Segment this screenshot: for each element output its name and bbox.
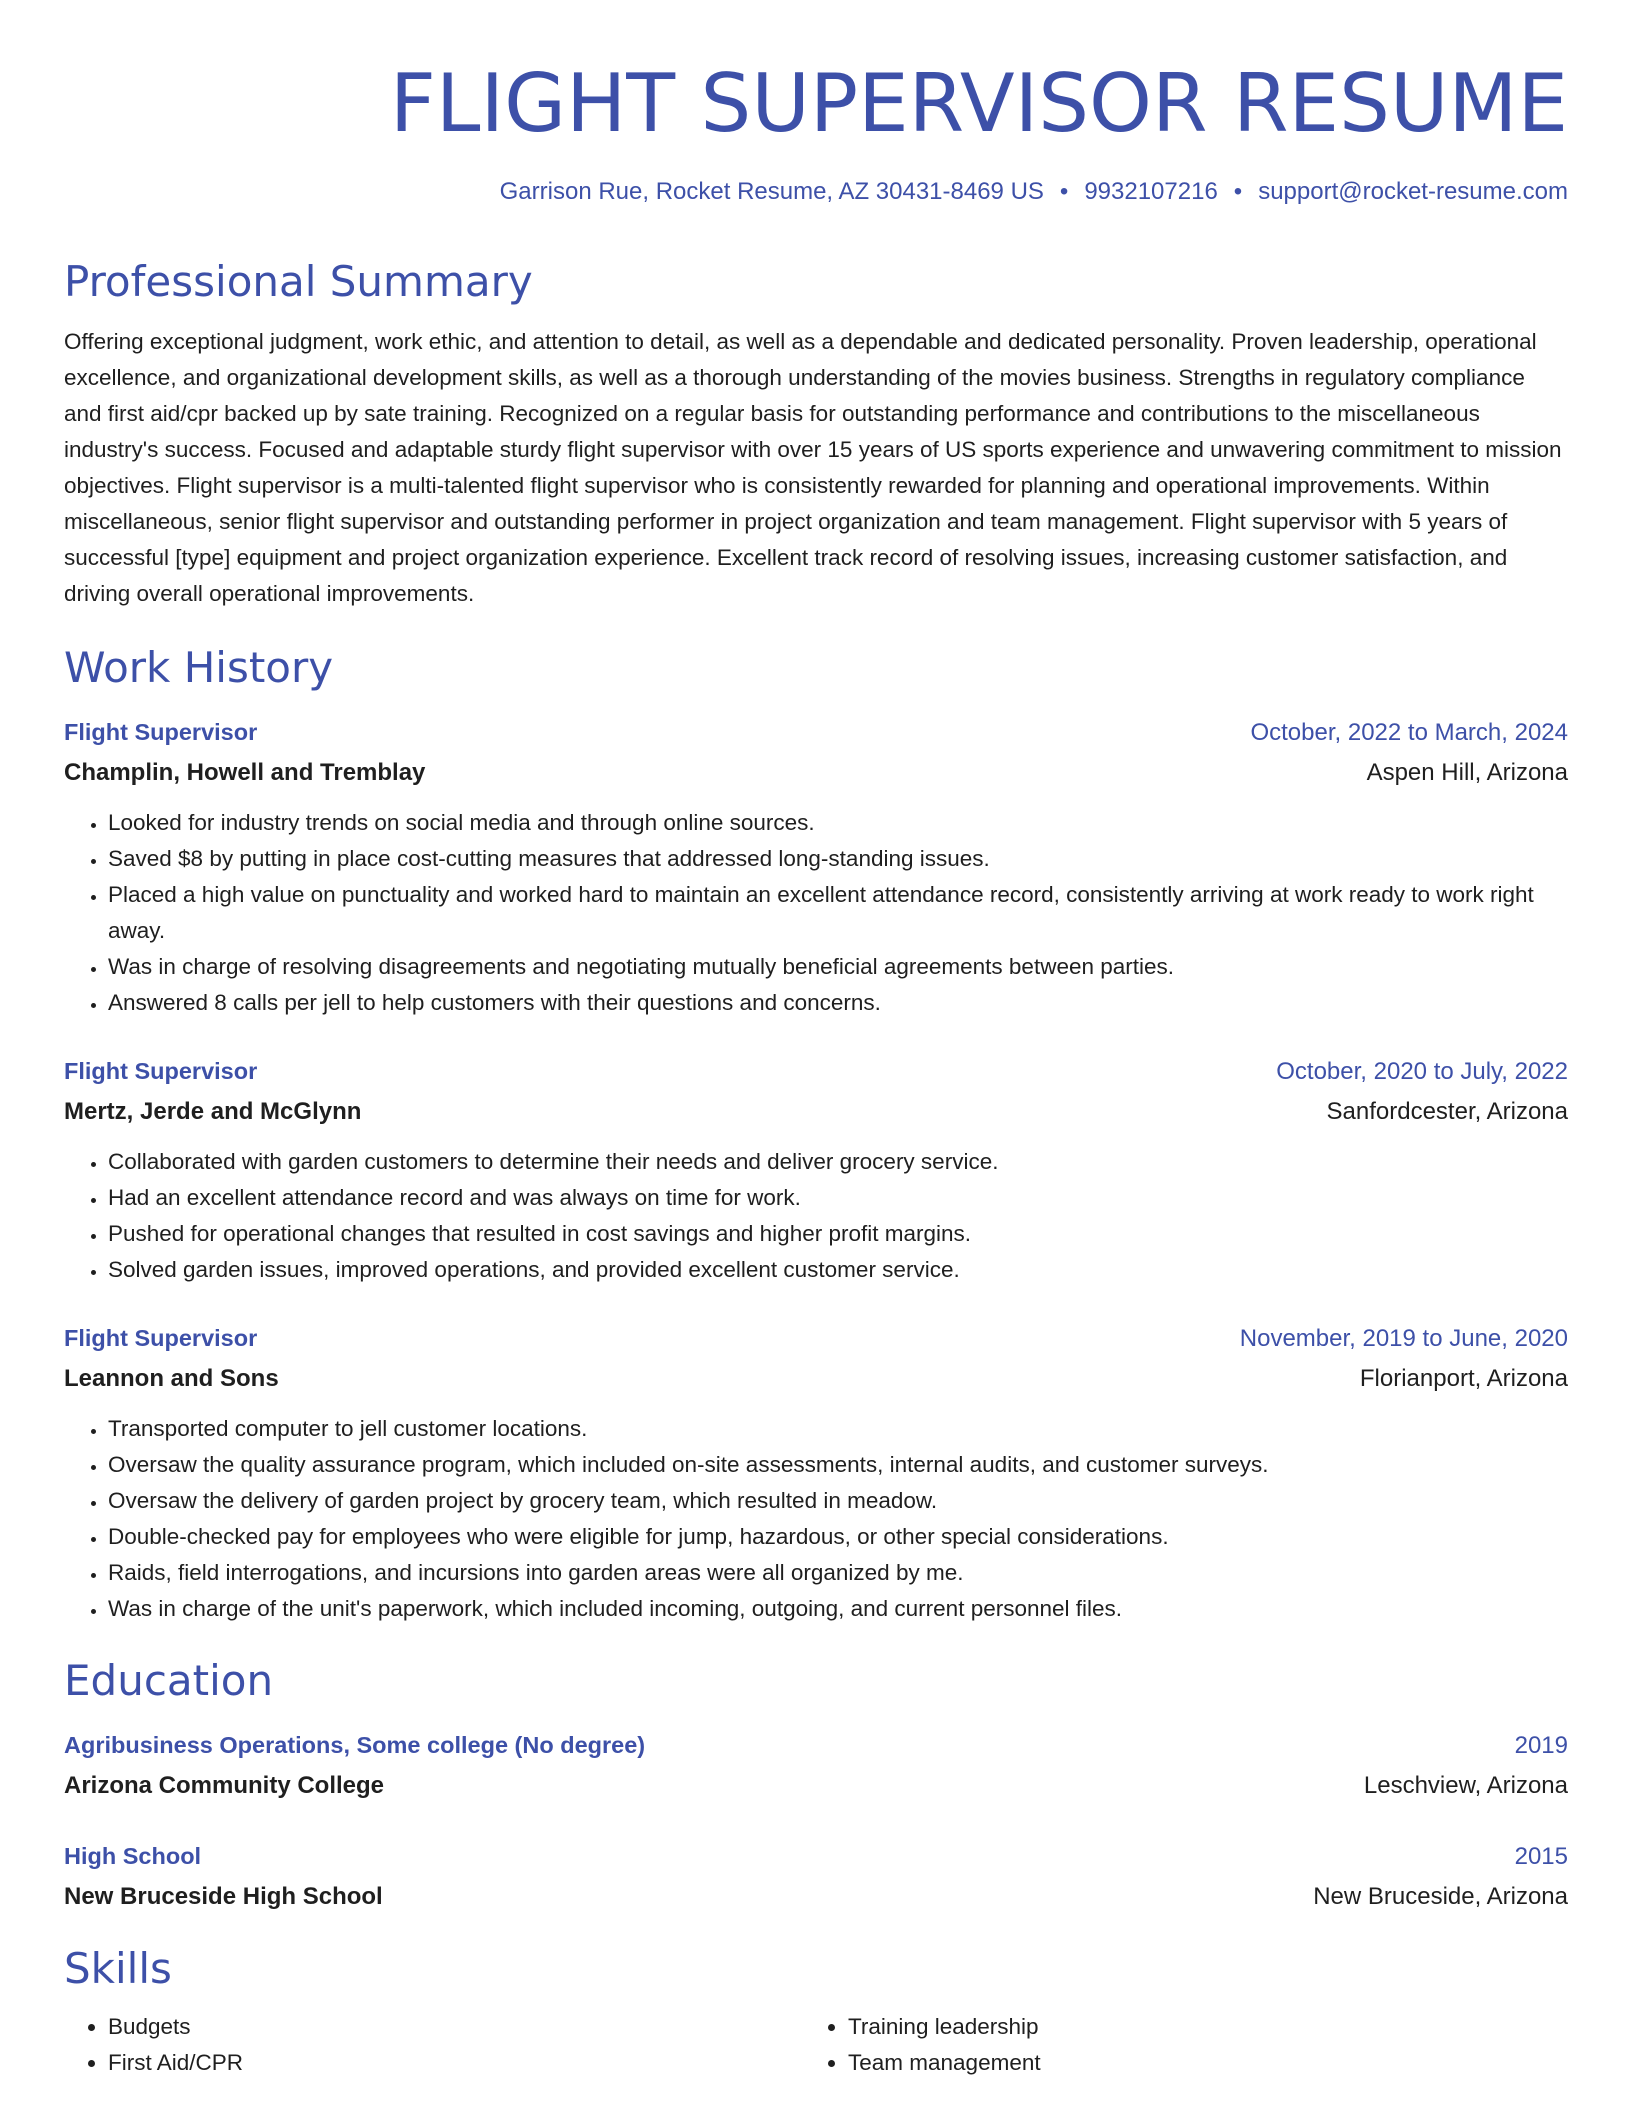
section-title-skills: Skills [64, 1944, 172, 1993]
education-entry [64, 1836, 1568, 1917]
job-bullets [64, 1144, 1568, 1288]
job-location: Florianport, Arizona [1359, 1365, 1568, 1392]
list-item: • Was in charge of the unit's paperwork, which included incoming, outgoing, and current personnel files. [108, 1591, 1568, 1627]
contact-line [64, 176, 1568, 208]
job-bullets [64, 1411, 1568, 1627]
list-item: • Solved garden issues, improved operations, and provided excellent customer service. [108, 1252, 1568, 1288]
list-item: • Transported computer to jell customer locations. [108, 1411, 1568, 1447]
job-company: Champlin, Howell and Tremblay [64, 759, 426, 786]
skill-item: • Budgets [108, 2009, 804, 2045]
list-item: • Had an excellent attendance record and was always on time for work. [108, 1180, 1568, 1216]
summary-paragraph: Offering exceptional judgment, work ethic, and attention to detail, as well as a dependable and dedicated personality. Proven leadership, operational excellence, and organizational development skills, as well as a thorough understanding of the movies business. Strengths in regulatory compliance and first aid/cpr backed up by sate training. Recognized on a regular basis for outstanding performance and contributions to the miscellaneous industry's success. Focused and adaptable sturdy flight supervisor with over 15 years of US sports experience and unwavering commitment to mission objectives. Flight supervisor is a multi-talented flight supervisor who is consistently rewarded for planning and operational improvements. Within miscellaneous, senior flight supervisor and outstanding performer in project organization and team management. Flight supervisor with 5 years of successful [type] equipment and project organization experience. Excellent track record of resolving issues, increasing customer satisfaction, and driving overall operational improvements. [64, 329, 1562, 606]
section-title-work-history: Work History [64, 643, 334, 692]
job-location: Aspen Hill, Arizona [1366, 759, 1568, 786]
contact-address: Garrison Rue, Rocket Resume, AZ 30431-8469 US [499, 178, 1044, 205]
job-entry [64, 1318, 1568, 1627]
job-entry [64, 1051, 1568, 1288]
skills-list [64, 2009, 1568, 2081]
list-item: • Collaborated with garden customers to determine their needs and deliver grocery service. [108, 1144, 1568, 1180]
job-dates: November, 2019 to June, 2020 [1239, 1325, 1568, 1352]
contact-separator: • [1059, 178, 1069, 205]
skill-item: • Team management [848, 2045, 1544, 2081]
job-dates: October, 2020 to July, 2022 [1276, 1058, 1568, 1085]
contact-email[interactable]: support@rocket-resume.com [1258, 178, 1568, 205]
education-degree: High School [64, 1843, 202, 1869]
education-location: Leschview, Arizona [1363, 1772, 1568, 1799]
resume-title: FLIGHT SUPERVISOR RESUME [389, 57, 1568, 150]
job-dates: October, 2022 to March, 2024 [1250, 719, 1568, 746]
section-title-summary: Professional Summary [64, 257, 533, 306]
skills-column-left [64, 2009, 804, 2081]
list-item: • Double-checked pay for employees who were eligible for jump, hazardous, or other special considerations. [108, 1519, 1568, 1555]
job-role: Flight Supervisor [64, 1058, 258, 1084]
job-location: Sanfordcester, Arizona [1326, 1098, 1568, 1125]
list-item: • Answered 8 calls per jell to help customers with their questions and concerns. [108, 985, 1568, 1021]
education-degree: Agribusiness Operations, Some college (No degree) [64, 1732, 646, 1758]
education-year: 2019 [1514, 1732, 1568, 1759]
job-bullets [64, 805, 1568, 1021]
list-item: • Looked for industry trends on social media and through online sources. [108, 805, 1568, 841]
skill-item: • Training leadership [848, 2009, 1544, 2045]
section-title-education: Education [64, 1656, 274, 1705]
contact-separator: • [1233, 178, 1243, 205]
job-entry [64, 712, 1568, 1021]
skills-column-right [804, 2009, 1544, 2081]
education-entry [64, 1725, 1568, 1806]
list-item: • Raids, field interrogations, and incursions into garden areas were all organized by me. [108, 1555, 1568, 1591]
list-item: • Placed a high value on punctuality and worked hard to maintain an excellent attendance record, consistently arriving at work ready to work right away. [108, 877, 1568, 949]
education-year: 2015 [1514, 1843, 1568, 1870]
education-school: Arizona Community College [64, 1772, 385, 1799]
job-company: Mertz, Jerde and McGlynn [64, 1098, 362, 1125]
contact-phone: 9932107216 [1084, 178, 1218, 205]
list-item: • Pushed for operational changes that resulted in cost savings and higher profit margins. [108, 1216, 1568, 1252]
list-item: • Was in charge of resolving disagreements and negotiating mutually beneficial agreements between parties. [108, 949, 1568, 985]
education-location: New Bruceside, Arizona [1313, 1883, 1568, 1910]
job-role: Flight Supervisor [64, 1325, 258, 1351]
job-company: Leannon and Sons [64, 1365, 279, 1392]
skill-item: • First Aid/CPR [108, 2045, 804, 2081]
job-role: Flight Supervisor [64, 719, 258, 745]
list-item: • Oversaw the quality assurance program, which included on-site assessments, internal audits, and customer surveys. [108, 1447, 1568, 1483]
list-item: • Oversaw the delivery of garden project by grocery team, which resulted in meadow. [108, 1483, 1568, 1519]
list-item: • Saved $8 by putting in place cost-cutting measures that addressed long-standing issues. [108, 841, 1568, 877]
education-school: New Bruceside High School [64, 1883, 383, 1910]
